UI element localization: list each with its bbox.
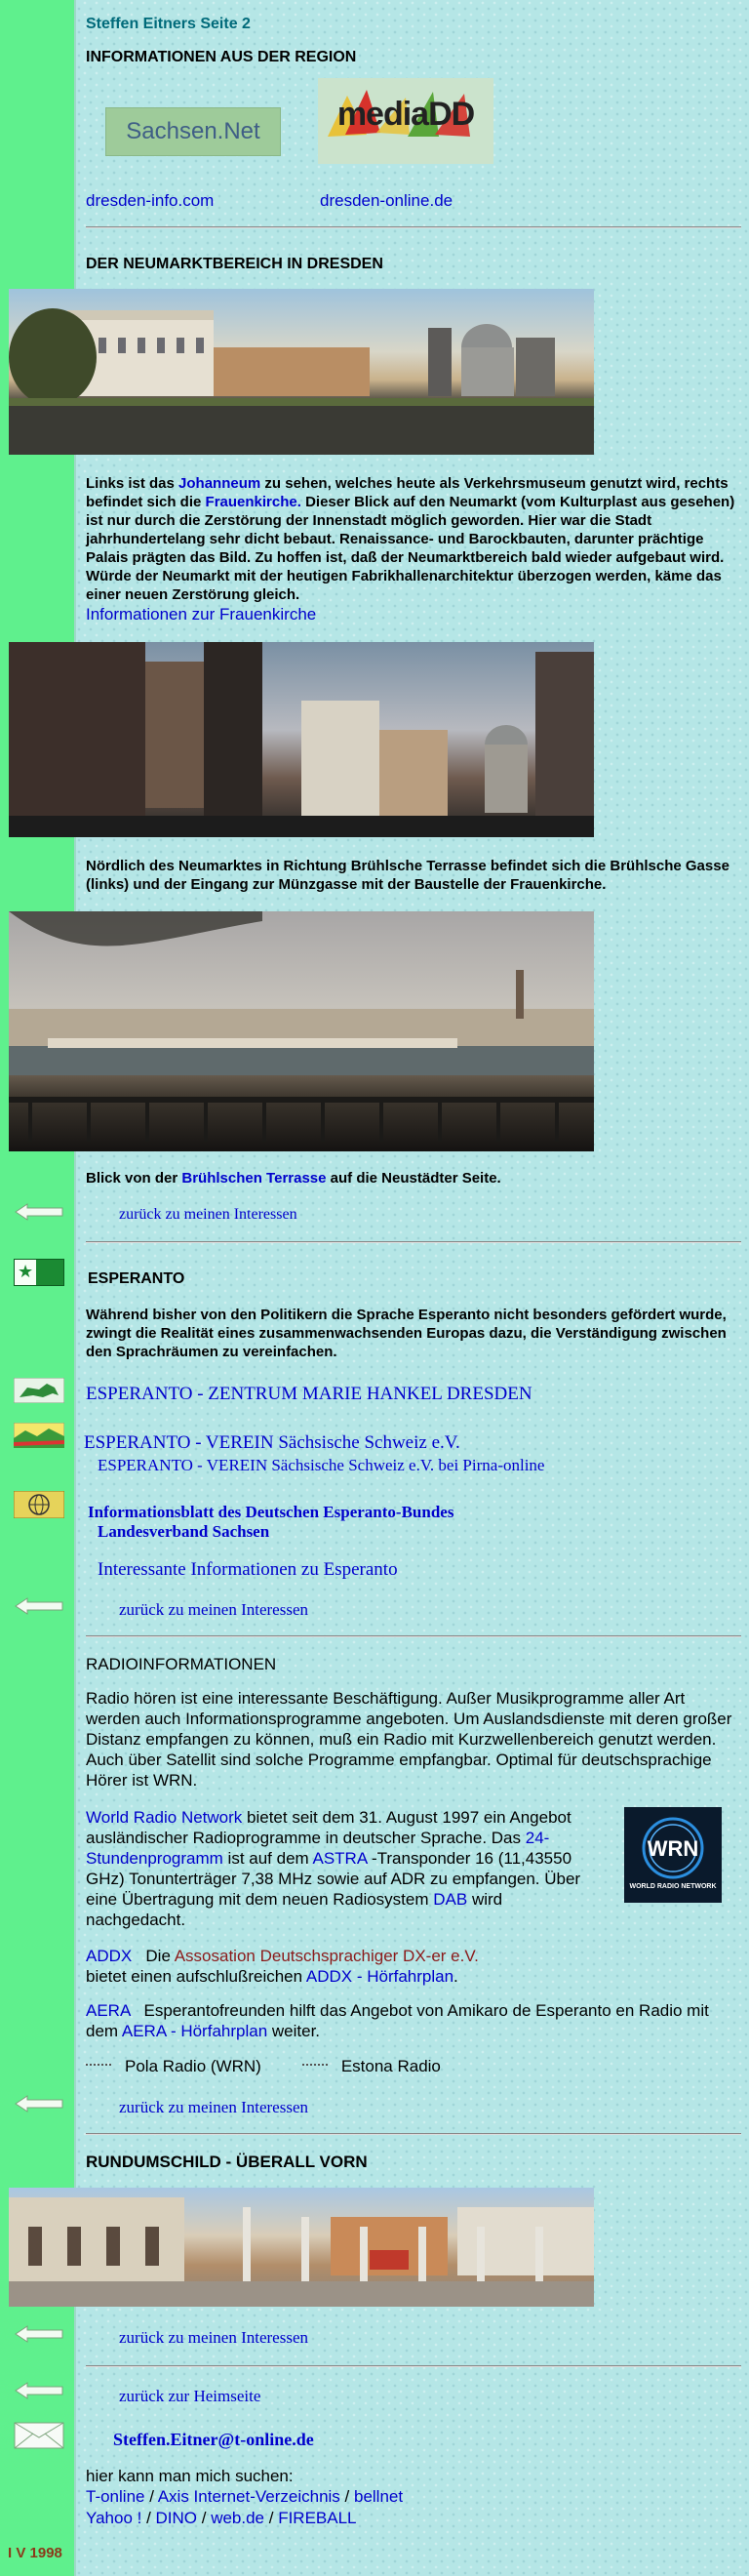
back-arrow-icon[interactable] bbox=[14, 1202, 64, 1222]
esperanto-zentrum-link[interactable]: ESPERANTO - ZENTRUM MARIE HANKEL DRESDEN bbox=[86, 1384, 532, 1404]
bruehlsche-gasse-photo bbox=[9, 642, 594, 837]
rundumschild-heading: RUNDUMSCHILD - ÜBERALL VORN bbox=[86, 2153, 368, 2171]
aera-hoerfahrplan-link[interactable]: AERA - Hörfahrplan bbox=[121, 2022, 268, 2040]
dresden-online-link[interactable]: dresden-online.de bbox=[320, 191, 453, 210]
wrn-link[interactable]: World Radio Network bbox=[86, 1808, 243, 1827]
home-arrow-icon[interactable] bbox=[14, 2381, 64, 2400]
landscape-icon bbox=[14, 1423, 64, 1448]
envelope-icon[interactable] bbox=[14, 2422, 64, 2449]
frauenkirche-link[interactable]: Frauenkirche. bbox=[205, 494, 301, 510]
esperanto-verein-pirna-link[interactable]: ESPERANTO - VEREIN Sächsische Schweiz e.V. bei Pirna-online bbox=[98, 1456, 545, 1474]
sachsen-net-logo-text: Sachsen.Net bbox=[126, 118, 260, 144]
informationsblatt-link[interactable]: Informationsblatt des Deutschen Esperanto-Bundes Landesverband Sachsen bbox=[88, 1503, 454, 1541]
addx-link[interactable]: ADDX bbox=[86, 1947, 133, 1965]
esperanto-info-link[interactable]: Interessante Informationen zu Esperanto bbox=[98, 1559, 398, 1580]
aera-link[interactable]: AERA bbox=[86, 2001, 131, 2020]
region-heading: INFORMATIONEN AUS DER REGION bbox=[86, 49, 357, 65]
estona-radio-icon bbox=[302, 2064, 328, 2070]
mediadd-logo[interactable] bbox=[318, 78, 493, 164]
wrn-logo-caption: WORLD RADIO NETWORK bbox=[629, 1883, 717, 1890]
yahoo-link[interactable]: Yahoo ! bbox=[86, 2509, 142, 2527]
email-link[interactable]: Steffen.Eitner@t-online.de bbox=[113, 2430, 314, 2449]
dinosaur-icon bbox=[14, 1378, 64, 1403]
esperanto-flag-icon: ★ bbox=[14, 1259, 64, 1286]
rundumschild-scene bbox=[9, 2188, 594, 2307]
dresden-info-link[interactable]: dresden-info.com bbox=[86, 191, 215, 210]
terrasse-caption: Blick von der Brühlschen Terrasse auf die Neustädter Seite. bbox=[86, 1170, 501, 1187]
addx-org-name: Assosation Deutschsprachiger DX-er e.V. bbox=[174, 1947, 479, 1965]
johanneum-link[interactable]: Johanneum bbox=[178, 475, 261, 492]
addx-paragraph: ADDX Die Assosation Deutschsprachiger DX-er e.V. bietet einen aufschlußreichen ADDX - Hörfahrplan. bbox=[86, 1947, 479, 1986]
dab-link[interactable]: DAB bbox=[433, 1890, 468, 1909]
back-to-interests-link[interactable]: zurück zu meinen Interessen bbox=[119, 1206, 297, 1223]
page-title: Steffen Eitners Seite 2 bbox=[86, 16, 251, 32]
divider bbox=[86, 1241, 741, 1243]
divider bbox=[86, 2133, 741, 2135]
back-to-interests-link[interactable]: zurück zu meinen Interessen bbox=[119, 1600, 308, 1619]
web-de-link[interactable]: web.de bbox=[211, 2509, 265, 2527]
search-engines: T-online / Axis Internet-Verzeichnis / bellnet Yahoo ! / DINO / web.de / FIREBALL bbox=[86, 2487, 404, 2527]
pola-radio-icon bbox=[86, 2064, 111, 2070]
neumarkt-heading: DER NEUMARKTBEREICH IN DRESDEN bbox=[86, 256, 383, 272]
wrn-paragraph: World Radio Network bietet seit dem 31. August 1997 ein Angebot ausländischer Radioprogramme in deutscher Sprache. Das 24-Stundenprogramm ist auf dem ASTRA -Transponder 16 (11,43550 GHz) Tonunterträger 7,38 MHz sowie auf ADR zu empfangen. Über eine Übertragung mit dem neuen Radiosystem DAB wird nachgedacht. bbox=[86, 1808, 581, 1929]
wrn-logo[interactable] bbox=[624, 1807, 722, 1903]
addx-hoerfahrplan-link[interactable]: ADDX - Hörfahrplan bbox=[305, 1967, 454, 1986]
estona-radio-label: Estona Radio bbox=[340, 2057, 441, 2075]
radio-intro: Radio hören ist eine interessante Beschäftigung. Außer Musikprogramme aller Art werden auch Informationsprogramme angeboten. Um Auslandsdienste mit deren großer Distanz empfangen zu können, muß ein Radio mit Kurzwellenbereich genutzt werden. Auch über Satellit sind solche Programme empfangbar. Optimal für deutschsprachige Hörer ist WRN. bbox=[86, 1689, 732, 1790]
neumarkt-photo-scene bbox=[9, 289, 594, 455]
aera-paragraph: AERA Esperantofreunden hilft das Angebot von Amikaro de Esperanto en Radio mit dem AERA - Hörfahrplan weiter. bbox=[86, 2001, 714, 2040]
terrasse-scene bbox=[9, 911, 594, 1151]
divider bbox=[86, 1635, 741, 1637]
search-intro: hier kann man mich suchen: bbox=[86, 2467, 294, 2485]
page-date: I V 1998 bbox=[8, 2545, 62, 2561]
wrn-logo-text: WRN bbox=[647, 1836, 699, 1861]
neumarkt-paragraph: Links ist das Johanneum zu sehen, welches heute als Verkehrsmuseum genutzt wird, rechts befindet sich die Frauenkirche. Dieser Blick auf den Neumarkt (vom Kulturplast aus gesehen) ist nur durch die Zerstörung der Innenstadt möglich geworden. Hier war die Stadt jahrhundertelang sehr dicht bebaut. Renaissance- und Barockbauten, darunter prächtige Palais prägten das Bild. Zu hoffen ist, daß der Neumarktbereich bald wieder aufgebaut wird. Würde der Neumarkt mit der heutigen Fabrikhallenarchitektur überzogen werden, käme das einer neuen Zerstörung gleich. bbox=[86, 475, 735, 603]
bruehlsche-gasse-scene bbox=[9, 642, 594, 837]
frauenkirche-info-link[interactable]: Informationen zur Frauenkirche bbox=[86, 605, 317, 624]
back-arrow-icon[interactable] bbox=[14, 2094, 64, 2113]
back-arrow-icon[interactable] bbox=[14, 2324, 64, 2344]
back-to-interests-link[interactable]: zurück zu meinen Interessen bbox=[119, 2098, 308, 2116]
radio-heading: RADIOINFORMATIONEN bbox=[86, 1655, 277, 1673]
rundumschild-photo bbox=[9, 2188, 594, 2307]
bruehlsche-terrasse-link[interactable]: Brühlschen Terrasse bbox=[181, 1170, 327, 1187]
bruehlsche-terrasse-photo bbox=[9, 911, 594, 1151]
bruehlsche-paragraph: Nördlich des Neumarktes in Richtung Brühlsche Terrasse befindet sich die Brühlsche Gasse (links) und der Eingang zur Münzgasse mit der Baustelle der Frauenkirche. bbox=[86, 858, 729, 893]
fireball-link[interactable]: FIREBALL bbox=[278, 2509, 357, 2527]
back-arrow-icon[interactable] bbox=[14, 1596, 64, 1616]
radio-stations bbox=[86, 2057, 441, 2076]
esperanto-intro: Während bisher von den Politikern die Sprache Esperanto nicht besonders gefördert wurde, zwingt die Realität eines zusammenwachsenden Europas dazu, die Verständigung zwischen den Sprachräumen zu vereinfachen. bbox=[86, 1307, 727, 1360]
axis-link[interactable]: Axis Internet-Verzeichnis bbox=[157, 2487, 340, 2506]
home-page-link[interactable]: zurück zur Heimseite bbox=[119, 2387, 261, 2405]
astra-link[interactable]: ASTRA bbox=[312, 1849, 368, 1868]
esperanto-verein-link[interactable]: ESPERANTO - VEREIN Sächsische Schweiz e.V. bbox=[84, 1432, 460, 1453]
mediadd-logo-text: mediaDD bbox=[336, 96, 475, 133]
neumarkt-photo bbox=[9, 289, 594, 455]
sachsen-net-logo[interactable] bbox=[105, 107, 281, 156]
esperanto-heading: ESPERANTO bbox=[88, 1270, 185, 1287]
dino-link[interactable]: DINO bbox=[155, 2509, 198, 2527]
t-online-link[interactable]: T-online bbox=[86, 2487, 145, 2506]
bellnet-link[interactable]: bellnet bbox=[353, 2487, 404, 2506]
divider bbox=[86, 226, 741, 228]
divider bbox=[86, 2365, 741, 2367]
back-to-interests-link[interactable]: zurück zu meinen Interessen bbox=[119, 2328, 308, 2347]
24h-program-link[interactable]: 24-Stundenprogramm bbox=[86, 1829, 550, 1868]
pola-radio-label: Pola Radio (WRN) bbox=[125, 2057, 261, 2075]
globe-icon bbox=[14, 1491, 64, 1518]
